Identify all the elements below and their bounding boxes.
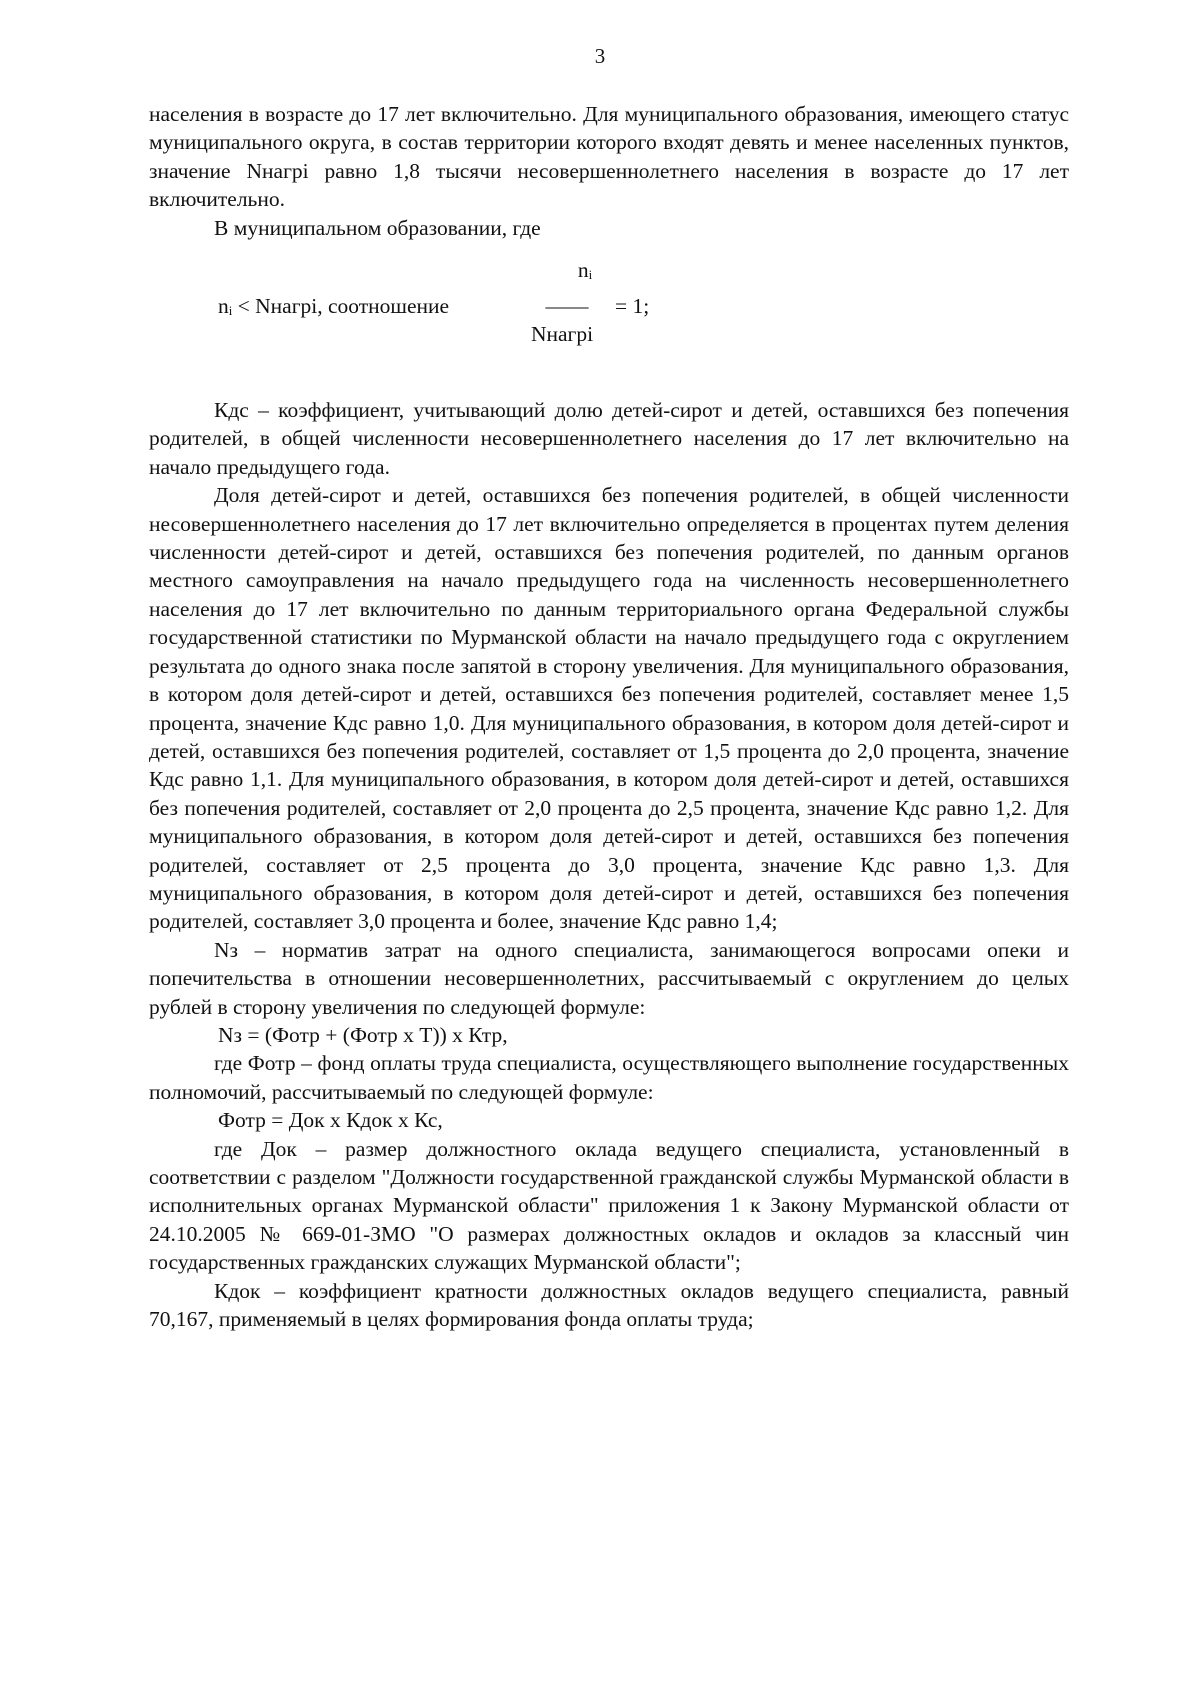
paragraph-orphans-share: Доля детей-сирот и детей, оставшихся без попечения родителей, в общей численности несовершеннолетнего населения до 17 лет включительно определяется в процентах путем деления численности детей-сирот и детей, оставшихся без попечения родителей, по данным органов местного самоуправления на начало предыдущего года на численность несовершеннолетнего населения до 17 лет включительно по данным территориального органа Федеральной службы государственной статистики по Мурманской области на начало предыдущего года с округлением результата до одного знака после запятой в сторону увеличения. Для муниципального образования, в котором доля детей-сирот и детей, оставшихся без попечения родителей, составляет менее 1,5 процента, значение Кдс равно 1,0. Для муниципального образования, в котором доля детей-сирот и детей, оставшихся без попечения родителей, составляет от 1,5 процента до 2,0 процента, значение Кдс равно 1,1. Для муниципального образования, в котором доля детей-сирот и детей, оставшихся без попечения родителей, составляет от 2,0 процента до 2,5 процента, значение Кдс равно 1,2. Для муниципального образования, в котором доля детей-сирот и детей, оставшихся без попечения родителей, составляет от 2,5 процента до 3,0 процента, значение Кдс равно 1,3. Для муниципального образования, в котором доля детей-сирот и детей, оставшихся без попечения родителей, составляет 3,0 процента и более, значение Кдс равно 1,4;: [149, 483, 1069, 934]
formula-fotr: Фотр = Док х Кдок х Кс,: [218, 1108, 443, 1133]
document-body: [149, 100, 1069, 1333]
ratio-numerator: nᵢ: [577, 258, 593, 283]
paragraph-municipal-where: В муниципальном образовании, где: [214, 215, 541, 240]
paragraph-population-continued: населения в возрасте до 17 лет включительно. Для муниципального образования, имеющего статус муниципального округа, в состав территории которого входят девять и менее населенных пунктов, значение Nнагрі равно 1,8 тысячи несовершеннолетнего населения в возрасте до 17 лет включительно.: [149, 102, 1069, 212]
ratio-denominator: Nнагрі: [530, 322, 594, 347]
ratio-formula: [149, 256, 1069, 386]
paragraph-nz-definition: Nз – норматив затрат на одного специалиста, занимающегося вопросами опеки и попечительства в отношении несовершеннолетних, рассчитываемый с округлением до целых рублей в сторону увеличения по следующей формуле:: [149, 937, 1069, 1019]
ratio-result: = 1;: [615, 294, 650, 319]
paragraph-dok-definition: где Док – размер должностного оклада ведущего специалиста, установленный в соответствии с разделом "Должности государственной гражданской службы Мурманской области в исполнительных органах Мурманской области" приложения 1 к Закону Мурманской области от 24.10.2005 № 669-01-ЗМО "О размерах должностных окладов и окладов за классный чин государственных гражданских служащих Мурманской области";: [149, 1136, 1069, 1275]
ratio-fraction-bar: ——: [545, 294, 589, 319]
paragraph-fotr-definition: где Фотр – фонд оплаты труда специалиста, осуществляющего выполнение государственных полномочий, рассчитываемый по следующей формуле:: [149, 1051, 1069, 1104]
ratio-condition: nᵢ < Nнагрі, соотношение: [218, 294, 450, 319]
page-number: 3: [594, 44, 606, 68]
formula-nz: Nз = (Фотр + (Фотр х Т)) х Ктр,: [218, 1022, 508, 1047]
paragraph-kds-definition: Кдс – коэффициент, учитывающий долю детей-сирот и детей, оставшихся без попечения родителей, в общей численности несовершеннолетнего населения до 17 лет включительно на начало предыдущего года.: [149, 398, 1069, 479]
paragraph-kdok-definition: Кдок – коэффициент кратности должностных окладов ведущего специалиста, равный 70,167, применяемый в целях формирования фонда оплаты труда;: [149, 1278, 1069, 1332]
